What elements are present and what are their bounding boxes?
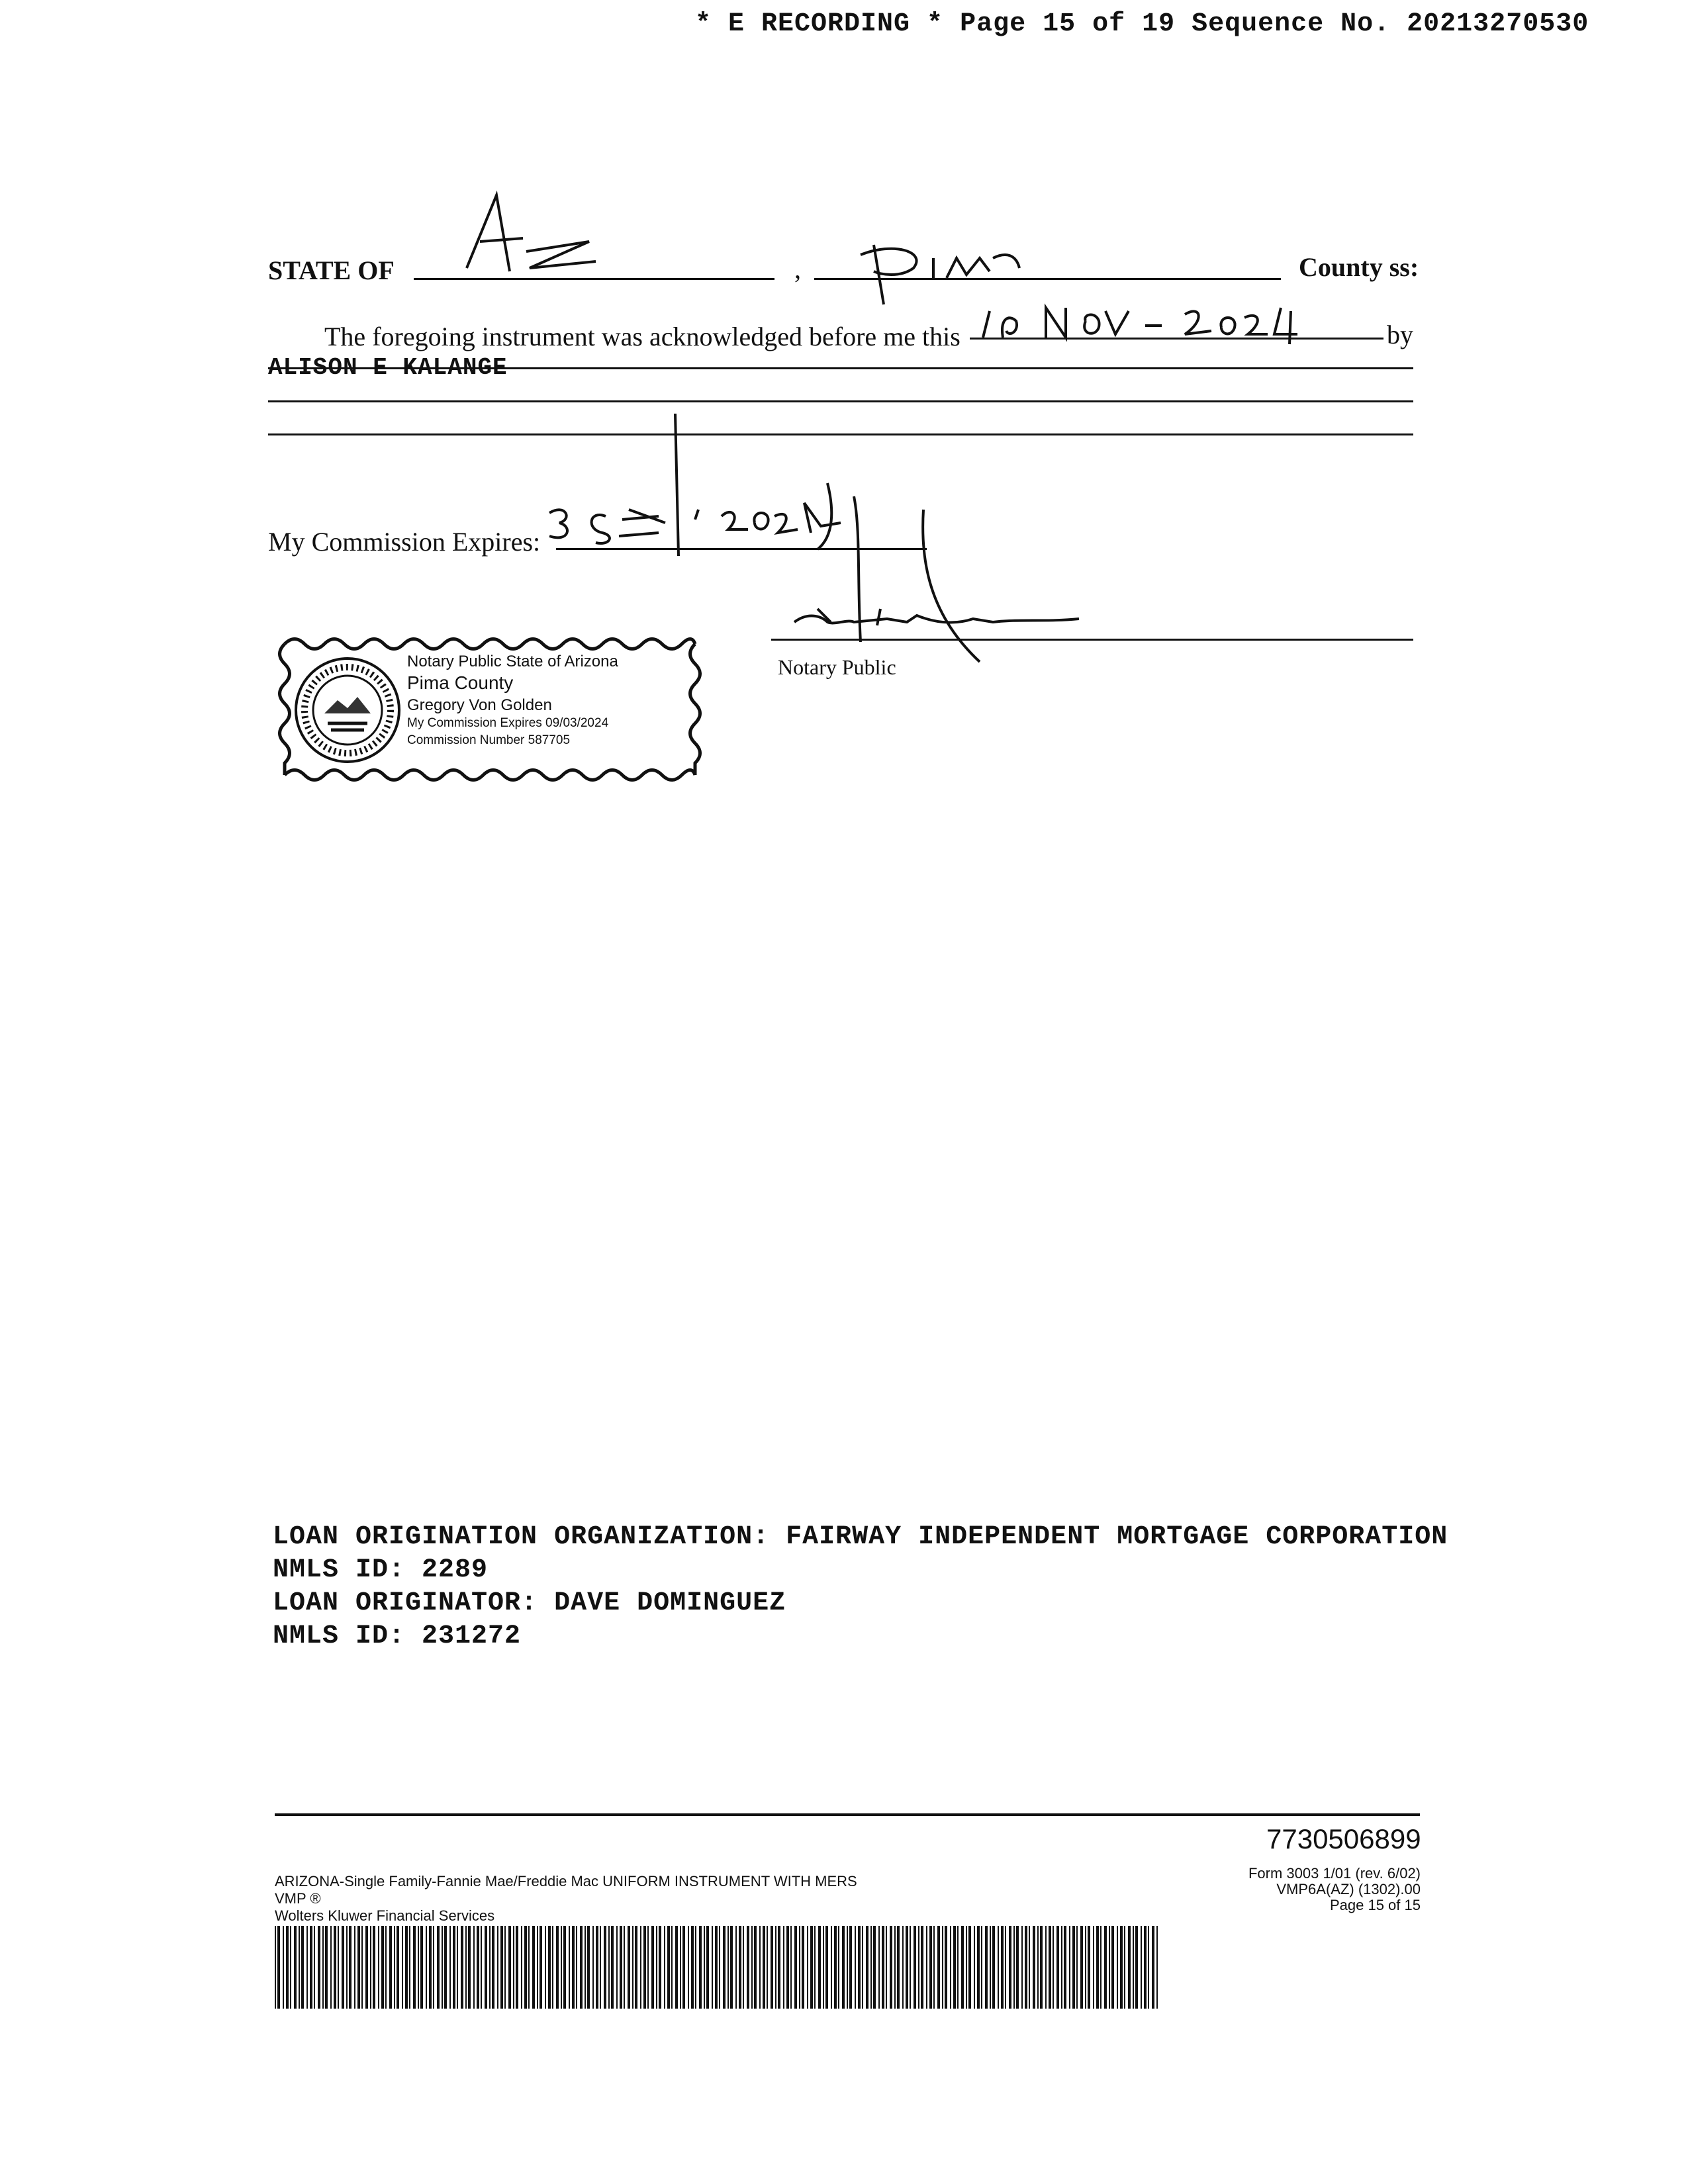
barcode-bar <box>656 1926 657 2009</box>
barcode-bar <box>1135 1926 1138 2009</box>
barcode-bar <box>1096 1926 1099 2009</box>
barcode-bar <box>667 1926 670 2009</box>
barcode-bar <box>537 1926 538 2009</box>
barcode-bar <box>643 1926 646 2009</box>
barcode-bar <box>1152 1926 1154 2009</box>
barcode-bar <box>834 1926 837 2009</box>
barcode-bar <box>381 1926 384 2009</box>
barcode-bar <box>508 1926 511 2009</box>
footer-rule <box>275 1813 1420 1816</box>
barcode-bar <box>1064 1926 1066 2009</box>
barcode-bar <box>611 1926 614 2009</box>
barcode-bar <box>926 1926 927 2009</box>
barcode-bar <box>299 1926 300 2009</box>
barcode-bar <box>767 1926 768 2009</box>
barcode-bar <box>492 1926 494 2009</box>
barcode-bar <box>704 1926 705 2009</box>
barcode-bar <box>799 1926 800 2009</box>
barcode-bar <box>592 1926 594 2009</box>
notary-stamp <box>278 634 702 785</box>
document-barcode <box>275 1926 1162 2009</box>
signer-line <box>268 367 1413 369</box>
barcode-bar <box>1049 1926 1051 2009</box>
notary-signature <box>781 490 1125 668</box>
barcode-bar <box>283 1926 284 2009</box>
barcode-bar <box>807 1926 808 2009</box>
state-of-label: STATE OF <box>268 255 395 285</box>
barcode-bar <box>966 1926 967 2009</box>
barcode-bar <box>855 1926 856 2009</box>
loan-number: 7730506899 <box>1266 1823 1421 1854</box>
barcode-bar <box>620 1926 622 2009</box>
barcode-bar <box>1021 1926 1023 2009</box>
barcode-bar <box>929 1926 932 2009</box>
barcode-bar <box>477 1926 479 2009</box>
barcode-bar <box>457 1926 458 2009</box>
barcode-bar <box>747 1926 749 2009</box>
barcode-bar <box>906 1926 908 2009</box>
form-number: Form 3003 1/01 (rev. 6/02) <box>1248 1865 1421 1882</box>
barcode-bar <box>385 1926 387 2009</box>
barcode-bar <box>275 1926 276 2009</box>
barcode-bar <box>628 1926 630 2009</box>
form-code: VMP6A(AZ) (1302).00 <box>1276 1881 1421 1897</box>
barcode-bar <box>730 1926 733 2009</box>
barcode-bar <box>723 1926 726 2009</box>
barcode-bar <box>497 1926 498 2009</box>
barcode-bar <box>775 1926 776 2009</box>
barcode-bar <box>485 1926 487 2009</box>
barcode-bar <box>1013 1926 1015 2009</box>
barcode-bar <box>715 1926 718 2009</box>
stamp-line-county: Pima County <box>407 672 514 693</box>
barcode-bar <box>516 1926 518 2009</box>
originator-nmls-id: NMLS ID: 231272 <box>273 1621 522 1651</box>
barcode-bar <box>974 1926 975 2009</box>
barcode-bar <box>847 1926 848 2009</box>
barcode-bar <box>346 1926 348 2009</box>
barcode-bar <box>420 1926 423 2009</box>
barcode-bar <box>587 1926 590 2009</box>
barcode-bar <box>468 1926 471 2009</box>
barcode-bar <box>635 1926 637 2009</box>
barcode-bar <box>532 1926 535 2009</box>
barcode-bar <box>1061 1926 1062 2009</box>
barcode-bar <box>950 1926 951 2009</box>
barcode-bar <box>870 1926 872 2009</box>
barcode-bar <box>556 1926 559 2009</box>
barcode-bar <box>998 1926 999 2009</box>
barcode-bar <box>563 1926 566 2009</box>
barcode-bar <box>1045 1926 1047 2009</box>
comma-separator: , <box>794 254 801 284</box>
barcode-bar <box>325 1926 328 2009</box>
barcode-bar <box>429 1926 432 2009</box>
barcode-bar <box>802 1926 804 2009</box>
handwritten-state <box>457 189 616 281</box>
barcode-bar <box>418 1926 419 2009</box>
barcode-bar <box>378 1926 379 2009</box>
stamp-line-expires: My Commission Expires 09/03/2024 <box>407 716 609 730</box>
barcode-bar <box>823 1926 824 2009</box>
barcode-bar <box>810 1926 813 2009</box>
barcode-bar <box>961 1926 964 2009</box>
barcode-bar <box>778 1926 780 2009</box>
barcode-bar <box>743 1926 744 2009</box>
barcode-bar <box>370 1926 371 2009</box>
barcode-bar <box>937 1926 940 2009</box>
county-ss-label: County ss: <box>1299 252 1419 282</box>
barcode-bar <box>338 1926 339 2009</box>
notary-public-label: Notary Public <box>778 655 896 679</box>
barcode-bar <box>1056 1926 1059 2009</box>
barcode-bar <box>489 1926 491 2009</box>
barcode-bar <box>1120 1926 1123 2009</box>
barcode-bar <box>405 1926 408 2009</box>
barcode-bar <box>957 1926 959 2009</box>
barcode-bar <box>361 1926 363 2009</box>
barcode-bar <box>727 1926 729 2009</box>
barcode-bar <box>465 1926 467 2009</box>
barcode-bar <box>990 1926 991 2009</box>
barcode-bar <box>818 1926 821 2009</box>
barcode-bar <box>310 1926 312 2009</box>
barcode-bar <box>763 1926 765 2009</box>
barcode-bar <box>334 1926 336 2009</box>
form-title: ARIZONA-Single Family-Fannie Mae/Freddie Mac UNIFORM INSTRUMENT WITH MERS <box>275 1873 857 1889</box>
footer-page-number: Page 15 of 15 <box>1329 1897 1421 1913</box>
barcode-bar <box>751 1926 753 2009</box>
barcode-bar <box>1029 1926 1030 2009</box>
barcode-bar <box>521 1926 522 2009</box>
barcode-bar <box>539 1926 542 2009</box>
publisher-name: Wolters Kluwer Financial Services <box>275 1907 495 1924</box>
barcode-bar <box>1124 1926 1125 2009</box>
barcode-bar <box>651 1926 654 2009</box>
barcode-bar <box>373 1926 375 2009</box>
barcode-bar <box>985 1926 988 2009</box>
barcode-bar <box>442 1926 443 2009</box>
barcode-bar <box>524 1926 527 2009</box>
barcode-bar <box>647 1926 649 2009</box>
barcode-bar <box>322 1926 324 2009</box>
barcode-bar <box>1040 1926 1043 2009</box>
barcode-bar <box>695 1926 696 2009</box>
commission-expires-label: My Commission Expires: <box>268 527 541 557</box>
barcode-bar <box>1128 1926 1131 2009</box>
barcode-bar <box>342 1926 344 2009</box>
signer-name: ALISON E KALANGE <box>268 354 508 381</box>
barcode-bar <box>735 1926 737 2009</box>
barcode-bar <box>632 1926 633 2009</box>
barcode-bar <box>759 1926 761 2009</box>
barcode-bar <box>945 1926 947 2009</box>
vmp-mark: VMP ® <box>275 1890 321 1907</box>
barcode-bar <box>706 1926 709 2009</box>
barcode-bar <box>357 1926 360 2009</box>
barcode-bar <box>1093 1926 1094 2009</box>
barcode-bar <box>771 1926 773 2009</box>
barcode-bar <box>739 1926 741 2009</box>
barcode-bar <box>576 1926 577 2009</box>
by-label: by <box>1387 320 1413 349</box>
stamp-line-notary: Notary Public State of Arizona <box>407 653 618 670</box>
barcode-bar <box>675 1926 678 2009</box>
barcode-bar <box>561 1926 562 2009</box>
barcode-bar <box>842 1926 845 2009</box>
barcode-bar <box>1072 1926 1075 2009</box>
barcode-bar <box>699 1926 702 2009</box>
barcode-bar <box>1100 1926 1102 2009</box>
barcode-bar <box>921 1926 923 2009</box>
barcode-bar <box>1009 1926 1011 2009</box>
barcode-bar <box>1069 1926 1070 2009</box>
barcode-bar <box>1104 1926 1107 2009</box>
barcode-bar <box>1111 1926 1114 2009</box>
barcode-bar <box>890 1926 892 2009</box>
barcode-bar <box>886 1926 887 2009</box>
stamp-line-number: Commission Number 587705 <box>407 733 571 747</box>
barcode-bar <box>504 1926 506 2009</box>
barcode-bar <box>500 1926 503 2009</box>
loan-origination-org: LOAN ORIGINATION ORGANIZATION: FAIRWAY INDEPENDENT MORTGAGE CORPORATION <box>273 1522 1448 1552</box>
barcode-bar <box>640 1926 641 2009</box>
barcode-bar <box>838 1926 839 2009</box>
acknowledgment-text: The foregoing instrument was acknowledged before me this <box>324 322 961 351</box>
barcode-bar <box>754 1926 757 2009</box>
barcode-bar <box>894 1926 896 2009</box>
barcode-bar <box>873 1926 876 2009</box>
stamp-line-name: Gregory Von Golden <box>407 696 552 714</box>
barcode-bar <box>918 1926 919 2009</box>
barcode-bar <box>977 1926 980 2009</box>
barcode-bar <box>402 1926 403 2009</box>
barcode-bar <box>992 1926 995 2009</box>
handwritten-date <box>973 298 1317 351</box>
barcode-bar <box>548 1926 551 2009</box>
barcode-bar <box>394 1926 395 2009</box>
barcode-bar <box>897 1926 900 2009</box>
barcode-bar <box>580 1926 583 2009</box>
barcode-bar <box>301 1926 304 2009</box>
barcode-bar <box>545 1926 546 2009</box>
barcode-bar <box>910 1926 911 2009</box>
barcode-bar <box>444 1926 447 2009</box>
barcode-bar <box>1025 1926 1027 2009</box>
barcode-bar <box>409 1926 410 2009</box>
barcode-bar <box>349 1926 352 2009</box>
barcode-bar <box>902 1926 904 2009</box>
barcode-bar <box>712 1926 713 2009</box>
barcode-bar <box>1080 1926 1083 2009</box>
barcode-bar <box>953 1926 956 2009</box>
barcode-bar <box>882 1926 884 2009</box>
barcode-bar <box>942 1926 943 2009</box>
barcode-bar <box>933 1926 935 2009</box>
barcode-bar <box>1053 1926 1054 2009</box>
barcode-bar <box>286 1926 289 2009</box>
barcode-bar <box>354 1926 355 2009</box>
barcode-bar <box>513 1926 514 2009</box>
barcode-bar <box>397 1926 399 2009</box>
barcode-bar <box>572 1926 575 2009</box>
barcode-bar <box>461 1926 463 2009</box>
barcode-bar <box>786 1926 789 2009</box>
barcode-bar <box>1088 1926 1090 2009</box>
barcode-bar <box>616 1926 618 2009</box>
loan-originator: LOAN ORIGINATOR: DAVE DOMINGUEZ <box>273 1588 786 1618</box>
barcode-bar <box>659 1926 661 2009</box>
barcode-bar <box>1148 1926 1149 2009</box>
barcode-bar <box>437 1926 440 2009</box>
barcode-bar <box>604 1926 606 2009</box>
notary-signature-line <box>771 639 1413 641</box>
barcode-bar <box>1085 1926 1086 2009</box>
barcode-bar <box>314 1926 315 2009</box>
barcode-bar <box>682 1926 685 2009</box>
barcode-bar <box>862 1926 863 2009</box>
barcode-bar <box>1033 1926 1035 2009</box>
barcode-bar <box>413 1926 416 2009</box>
barcode-bar <box>585 1926 586 2009</box>
barcode-bar <box>608 1926 610 2009</box>
barcode-bar <box>1001 1926 1004 2009</box>
barcode-bar <box>277 1926 280 2009</box>
barcode-bar <box>290 1926 291 2009</box>
barcode-bar <box>790 1926 792 2009</box>
barcode-bar <box>794 1926 797 2009</box>
barcode-bar <box>453 1926 455 2009</box>
barcode-bar <box>433 1926 434 2009</box>
barcode-bar <box>1133 1926 1134 2009</box>
barcode-bar <box>1117 1926 1118 2009</box>
barcode-bar <box>671 1926 673 2009</box>
org-nmls-id: NMLS ID: 2289 <box>273 1555 489 1585</box>
barcode-bar <box>1037 1926 1039 2009</box>
barcode-bar <box>1076 1926 1078 2009</box>
barcode-bar <box>624 1926 625 2009</box>
barcode-bar <box>1016 1926 1019 2009</box>
recording-header: * E RECORDING * Page 15 of 19 Sequence No. 20213270530 <box>695 9 1589 39</box>
barcode-bar <box>814 1926 816 2009</box>
barcode-bar <box>569 1926 570 2009</box>
barcode-bar <box>1141 1926 1142 2009</box>
barcode-bar <box>878 1926 880 2009</box>
barcode-bar <box>552 1926 553 2009</box>
barcode-bar <box>481 1926 482 2009</box>
barcode-bar <box>1005 1926 1006 2009</box>
blank-line-2 <box>268 400 1413 402</box>
barcode-bar <box>831 1926 832 2009</box>
barcode-bar <box>600 1926 601 2009</box>
barcode-bar <box>365 1926 368 2009</box>
barcode-bar <box>664 1926 665 2009</box>
barcode-bar <box>449 1926 451 2009</box>
barcode-bar <box>968 1926 971 2009</box>
barcode-bar <box>691 1926 694 2009</box>
barcode-bar <box>858 1926 861 2009</box>
barcode-bar <box>596 1926 598 2009</box>
barcode-bar <box>914 1926 916 2009</box>
barcode-bar <box>1156 1926 1158 2009</box>
barcode-bar <box>825 1926 828 2009</box>
barcode-bar <box>318 1926 320 2009</box>
barcode-bar <box>783 1926 784 2009</box>
barcode-bar <box>866 1926 868 2009</box>
barcode-bar <box>389 1926 392 2009</box>
barcode-bar <box>1144 1926 1147 2009</box>
barcode-bar <box>528 1926 530 2009</box>
barcode-bar <box>688 1926 689 2009</box>
barcode-bar <box>306 1926 308 2009</box>
barcode-bar <box>473 1926 475 2009</box>
barcode-bar <box>849 1926 852 2009</box>
barcode-bar <box>981 1926 982 2009</box>
barcode-bar <box>719 1926 720 2009</box>
barcode-bar <box>330 1926 332 2009</box>
barcode-bar <box>294 1926 297 2009</box>
barcode-bar <box>680 1926 681 2009</box>
barcode-bar <box>426 1926 427 2009</box>
barcode-bar <box>1109 1926 1110 2009</box>
